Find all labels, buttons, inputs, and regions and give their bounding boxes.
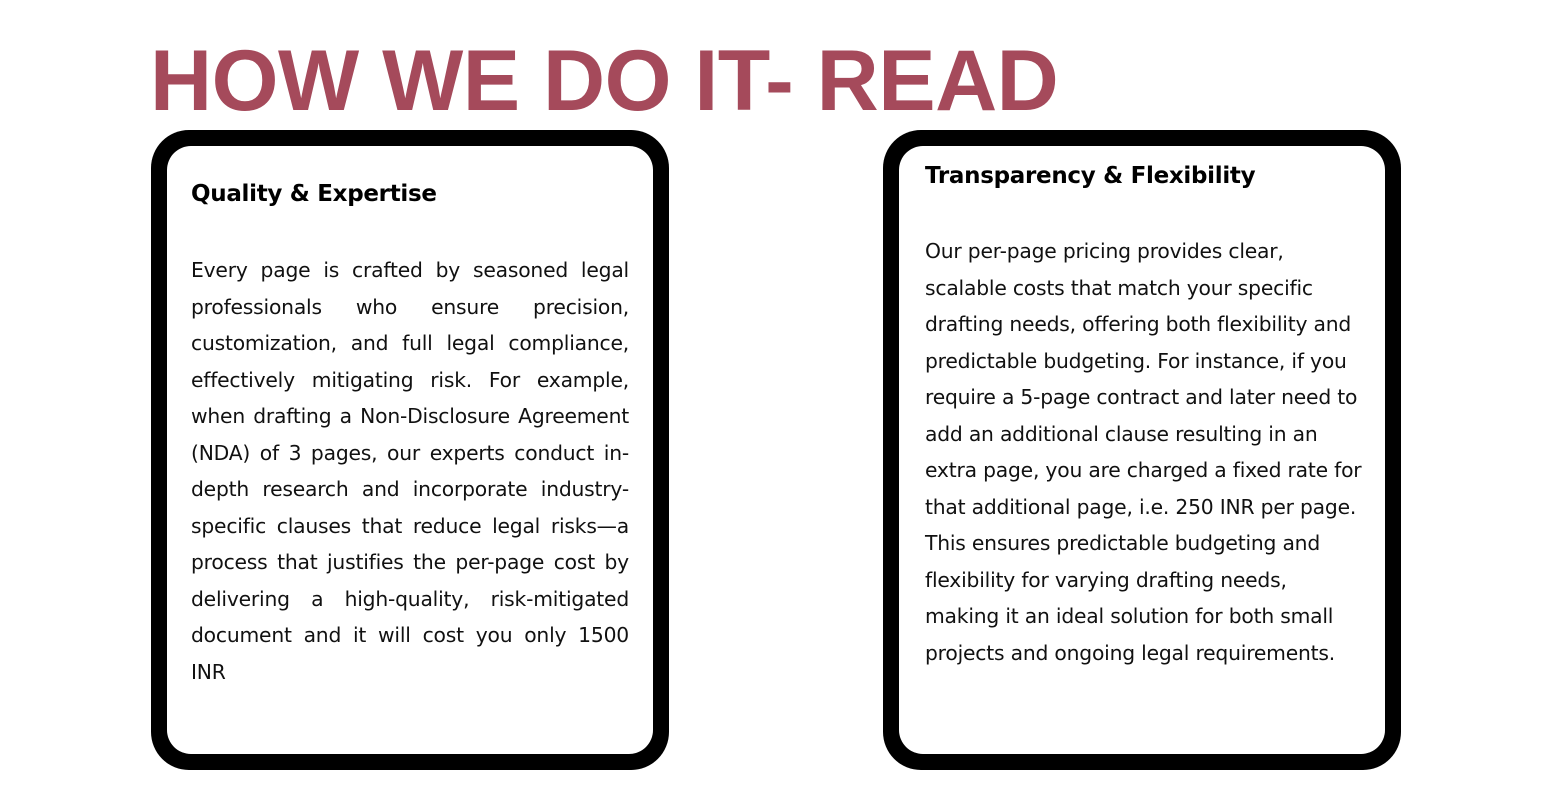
card-body-text: Our per-page pricing provides clear, scalable costs that match your specific drafting needs, offering both flexibility and predictable budgeting. For instance, if you require a 5-page contract and later need to add an additional clause resulting in an extra page, you are charged a fixed rate for that additional page, i.e. 250 INR per page. This ensures predictable budgeting and flexibility for varying drafting needs, making it an ideal solution for both small projects and ongoing legal requirements. xyxy=(925,239,1362,665)
card-heading: Transparency & Flexibility xyxy=(925,163,1256,189)
card-content xyxy=(167,146,653,754)
card-heading: Quality & Expertise xyxy=(191,181,437,207)
card-content xyxy=(899,146,1385,754)
transparency-flexibility-card xyxy=(883,130,1401,770)
quality-expertise-card xyxy=(151,130,669,770)
card-body-text: Every page is crafted by seasoned legal professionals who ensure precision, customization, and full legal compliance, effectively mitigating risk. For example, when drafting a Non-Disclosure Agreement (NDA) of 3 pages, our experts conduct in-depth research and incorporate industry-specific clauses that reduce legal risks—a process that justifies the per-page cost by delivering a high-quality, risk-mitigated document and it will cost you only 1500 INR xyxy=(191,258,629,684)
page-title: HOW WE DO IT- READ xyxy=(150,33,1059,129)
